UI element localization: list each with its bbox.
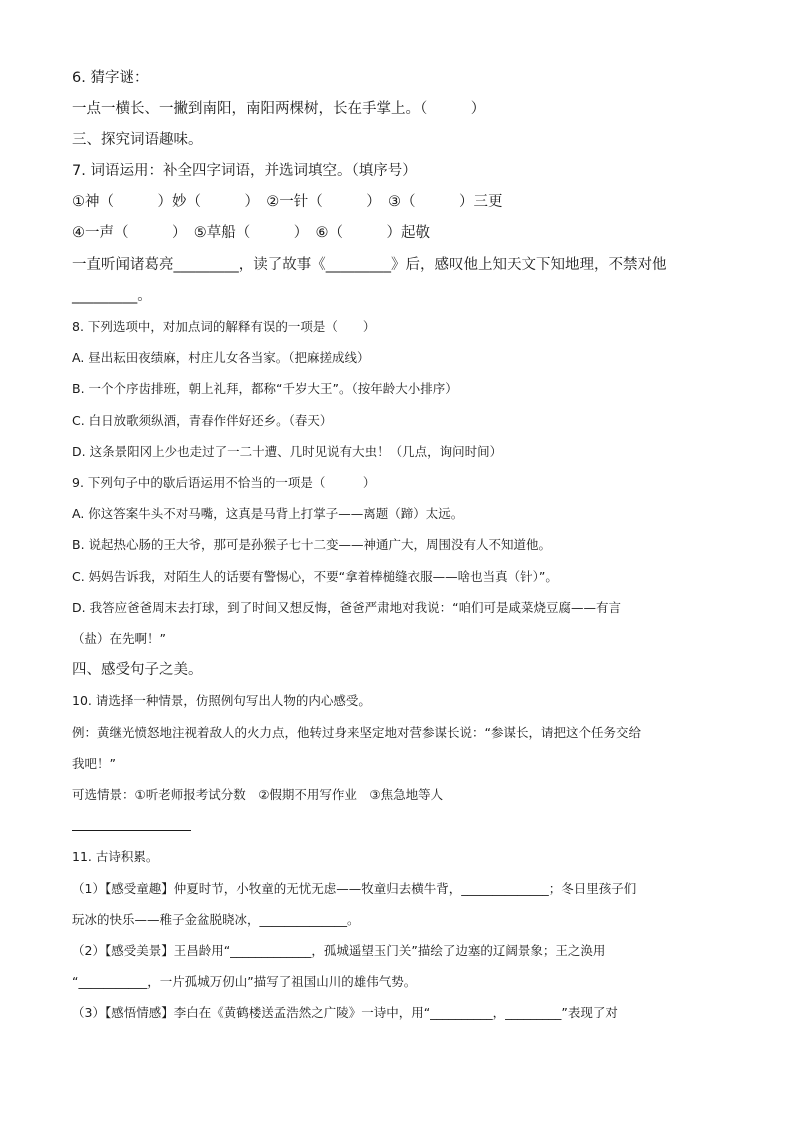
q8-option-a: A. 昼出耘田夜绩麻，村庄儿女各当家。（把麻搓成线）: [72, 350, 370, 365]
q9-option-d-line2: （盐）在先啊！”: [72, 631, 166, 646]
q6-riddle: 一点一横长、一撇到南阳，南阳两棵树，长在手掌上。（ ）: [72, 101, 486, 117]
q10-options: 可选情景：①听老师报考试分数 ②假期不用写作业 ③焦急地等人: [72, 787, 444, 802]
q8-title: 8. 下列选项中，对加点词的解释有误的一项是（ ）: [72, 319, 376, 334]
q9-option-d-line1: D. 我答应爸爸周末去打球，到了时间又想反悔，爸爸严肃地对我说：“咱们可是咸菜烧豆腐——有言: [72, 600, 622, 615]
q9-option-b: B. 说起热心肠的王大爷，那可是孙猴子七十二变——神通广大，周围没有人不知道他。: [72, 537, 552, 552]
section-3-heading: 三、探究词语趣味。: [72, 132, 203, 148]
q11-part3-line1: （3）【感悟情感】李白在《黄鹤楼送孟浩然之广陵》一诗中，用“__________，_________”表现了对: [72, 1005, 618, 1020]
q11-part1-line2: 玩冰的快乐——稚子金盆脱晓冰，______________。: [72, 912, 360, 927]
q9-option-a: A. 你这答案牛头不对马嘴，这真是马背上打掌子——离题（蹄）太远。: [72, 506, 464, 521]
q11-title: 11. 古诗积累。: [72, 849, 159, 864]
q10-example-line2: 我吧！”: [72, 756, 116, 771]
q10-title: 10. 请选择一种情景，仿照例句写出人物的内心感受。: [72, 693, 371, 708]
q8-option-c: C. 白日放歌须纵酒，青春作伴好还乡。（春天）: [72, 413, 333, 428]
q9-title: 9. 下列句子中的歇后语运用不恰当的一项是（ ）: [72, 475, 376, 490]
q10-answer-line: [72, 830, 191, 831]
q6-title: 6. 猜字谜：: [72, 70, 149, 86]
q8-option-b: B. 一个个序齿排班，朝上礼拜，都称“千岁大王”。（按年龄大小排序）: [72, 381, 458, 396]
q11-part2-line1: （2）【感受美景】王昌龄用“_____________，孤城遥望玉门关”描绘了边塞的辽阔景象；王之涣用: [72, 943, 606, 958]
q9-option-c: C. 妈妈告诉我，对陌生人的话要有警惕心，不要“拿着棒槌缝衣服——啥也当真（针）”。: [72, 569, 558, 584]
q10-example-line1: 例：黄继光愤怒地注视着敌人的火力点，他转过身来坚定地对营参谋长说：“参谋长，请把这个任务交给: [72, 725, 641, 740]
section-4-heading: 四、感受句子之美。: [72, 662, 203, 678]
q7-title: 7. 词语运用：补全四字词语，并选词填空。（填序号）: [72, 163, 417, 179]
q7-idioms-row1: ①神（ ）妙（ ） ②一针（ ） ③（ ）三更: [72, 194, 503, 210]
q11-part1-line1: （1）【感受童趣】仲夏时节，小牧童的无忧无虑——牧童归去横牛背，______________；冬日里孩子们: [72, 881, 637, 896]
q8-option-d: D. 这条景阳冈上少也走过了一二十遭、几时见说有大虫！（几点，询问时间）: [72, 444, 503, 459]
q7-sentence-line2: _________。: [72, 288, 152, 304]
q7-sentence-line1: 一直听闻诸葛亮_________，读了故事《_________》后，感叹他上知天文下知地理，不禁对他: [72, 257, 667, 273]
q7-idioms-row2: ④一声（ ） ⑤草船（ ） ⑥（ ）起敬: [72, 225, 430, 241]
q11-part2-line2: “___________，一片孤城万仞山”描写了祖国山川的雄伟气势。: [72, 974, 417, 989]
